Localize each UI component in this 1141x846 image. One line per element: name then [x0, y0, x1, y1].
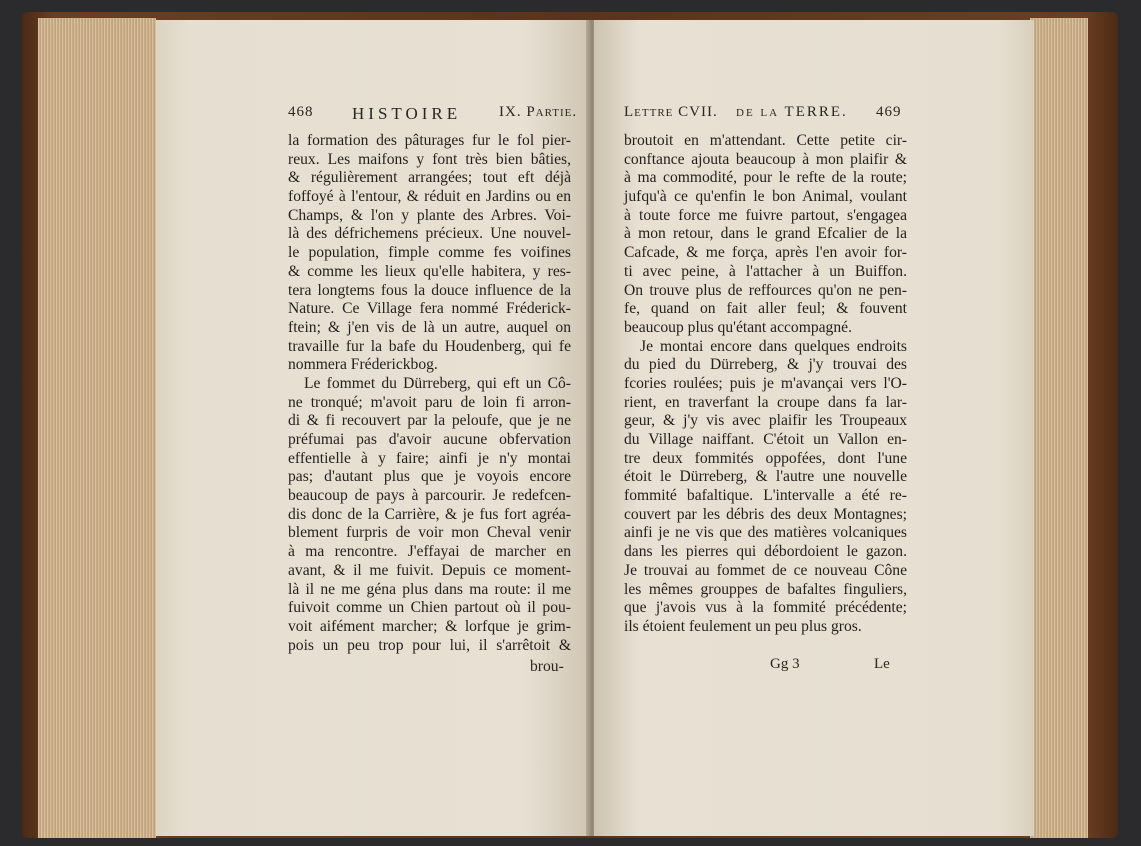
- right-text-line: du Village naiffant. C'étoit un Vallon en-: [624, 431, 907, 448]
- right-text-line: à toute force me fuivre partout, s'engagea: [624, 206, 907, 224]
- left-page-number: 468: [288, 104, 314, 120]
- right-running-title: de la TERRE.: [736, 104, 848, 120]
- left-text-line: avant, & il me fuivit. Depuis ce moment-: [288, 561, 571, 579]
- left-text-line: foffoyé à l'entour, & réduit en Jardins ou en: [288, 188, 571, 206]
- left-text-line: blement furpris de voir mon Cheval venir: [288, 524, 571, 542]
- right-text-line: fcories roulées; puis je m'avançai vers l'O-: [624, 374, 907, 392]
- left-text-line: effentielle à y faire; ainfi je n'y montai: [288, 449, 571, 467]
- right-body-text: [624, 132, 907, 637]
- right-text-line: jufqu'à ce qu'enfin le bon Animal, voulant: [624, 188, 907, 206]
- left-text-line: di & fi recouvert par la peloufe, que je ne: [288, 412, 571, 430]
- left-part-label: IX. Partie.: [499, 104, 578, 120]
- left-text-line: là des défrichemens précieux. Une nouvel-: [288, 225, 571, 243]
- right-text-line: geur, & j'y vis avec plaifir les Troupeaux: [624, 412, 907, 430]
- left-text-line: dis donc de la Carrière, & je fus fort agréa-: [288, 505, 571, 523]
- right-text-line: ils étoient feulement un peu plus gros.: [624, 617, 862, 635]
- left-text-line: à ma rencontre. J'effayai de marcher en: [288, 543, 571, 561]
- left-text-line: la formation des pâturages fur le fol pier-: [288, 132, 571, 149]
- left-text-line: beaucoup de pays à parcourir. Je redefcen-: [288, 487, 571, 505]
- left-text-line: tera longtems fous la douce influence de la: [288, 281, 571, 299]
- right-text-line: fommité bafaltique. L'intervalle a été re-: [624, 487, 907, 505]
- right-text-line: Cafcade, & me força, après l'en avoir for-: [624, 244, 907, 262]
- left-text-line: pas; d'autant plus que je voyois encore: [288, 468, 571, 486]
- left-text-line: fuivoit comme un Chien partout où il pou-: [288, 599, 571, 617]
- left-text-line: voit aifément marcher; & lorfque je grim-: [288, 617, 571, 635]
- right-text-line: conftance ajouta beaucoup à mon plaifir &: [624, 150, 907, 168]
- left-text-line: Nature. Ce Village fera nommé Fréderick-: [288, 300, 571, 318]
- right-page-edges: [1030, 18, 1088, 838]
- left-text-line: & comme les lieux qu'elle habitera, y res-: [288, 262, 571, 280]
- left-text-line: ftein; & j'en vis de là un autre, auquel on: [288, 318, 571, 336]
- right-text-line: ti avec peine, à l'attacher à un Buiffon.: [624, 262, 907, 280]
- right-text-line: les mêmes grouppes de bafaltes finguliers,: [624, 580, 907, 598]
- right-catchword: Le: [874, 656, 890, 672]
- left-text-line: & régulièrement arrangées; tout eft déjà: [288, 169, 571, 187]
- right-text-line: que j'avois vus à la fommité précédente;: [624, 599, 907, 617]
- left-text-line: là il ne me géna plus dans ma route: il me: [288, 580, 571, 598]
- right-page-header: [594, 104, 1034, 128]
- left-text-line: préfumai pas d'avoir aucune obfervation: [288, 431, 571, 448]
- right-text-line: Je trouvai au fommet de ce nouveau Cône: [624, 561, 907, 579]
- right-text-line: rient, en traverfant la croupe dans fa lar-: [624, 393, 907, 411]
- right-text-line: du pied du Dürreberg, & j'y trouvai des: [624, 356, 907, 374]
- left-text-line: le population, fimple comme fes voifines: [288, 244, 571, 262]
- left-text-line: travaille fur la bafe du Houdenberg, qui fe: [288, 337, 571, 355]
- left-body-text: [288, 132, 571, 655]
- right-text-line: Je montai encore dans quelques endroits: [640, 337, 907, 355]
- right-page-number: 469: [876, 104, 902, 120]
- right-text-line: ainfi je ne vis que des matières volcaniques: [624, 524, 907, 542]
- right-text-line: étoit le Dürreberg, & l'autre une nouvelle: [624, 468, 907, 486]
- right-text-line: beaucoup plus qu'étant accompagné.: [624, 318, 852, 336]
- right-text-line: On trouve plus de reffources qu'on ne pen-: [624, 281, 907, 299]
- left-page: [156, 20, 590, 836]
- right-text-line: dans les pierres qui débordoient le gazon.: [624, 543, 907, 561]
- right-text-line: fe, quand on fait aller feul; & fouvent: [624, 300, 907, 318]
- left-running-title: HISTOIRE: [352, 104, 462, 123]
- right-text-line: à mon retour, dans le grand Efcalier de la: [624, 225, 907, 243]
- left-page-edges: [38, 18, 156, 838]
- right-text-line: broutoit en m'attendant. Cette petite cir-: [624, 132, 907, 149]
- right-page: [594, 20, 1034, 836]
- left-text-line: nommera Fréderickbog.: [288, 356, 438, 374]
- left-text-line: pois un peu trop pour lui, il s'arrêtoit &: [288, 636, 571, 654]
- right-text-line: à ma commodité, pour le refte de la route;: [624, 169, 907, 187]
- left-catchword: brou-: [530, 658, 564, 675]
- left-text-line: Le fommet du Dürreberg, qui eft un Cô-: [304, 374, 571, 392]
- right-text-line: tre deux fommités oppofées, dont l'une: [624, 449, 907, 467]
- right-signature: Gg 3: [770, 656, 800, 672]
- right-letter-label: Lettre CVII.: [624, 104, 718, 120]
- left-text-line: Champs, & l'on y plante des Arbres. Voi-: [288, 206, 571, 224]
- left-text-line: reux. Les maifons y font très bien bâties,: [288, 150, 571, 168]
- left-page-header: [156, 104, 590, 128]
- left-text-line: ne tronqué; m'avoit paru de loin fi arron-: [288, 393, 571, 411]
- right-text-line: couvert par les débris des deux Montagnes;: [624, 505, 907, 523]
